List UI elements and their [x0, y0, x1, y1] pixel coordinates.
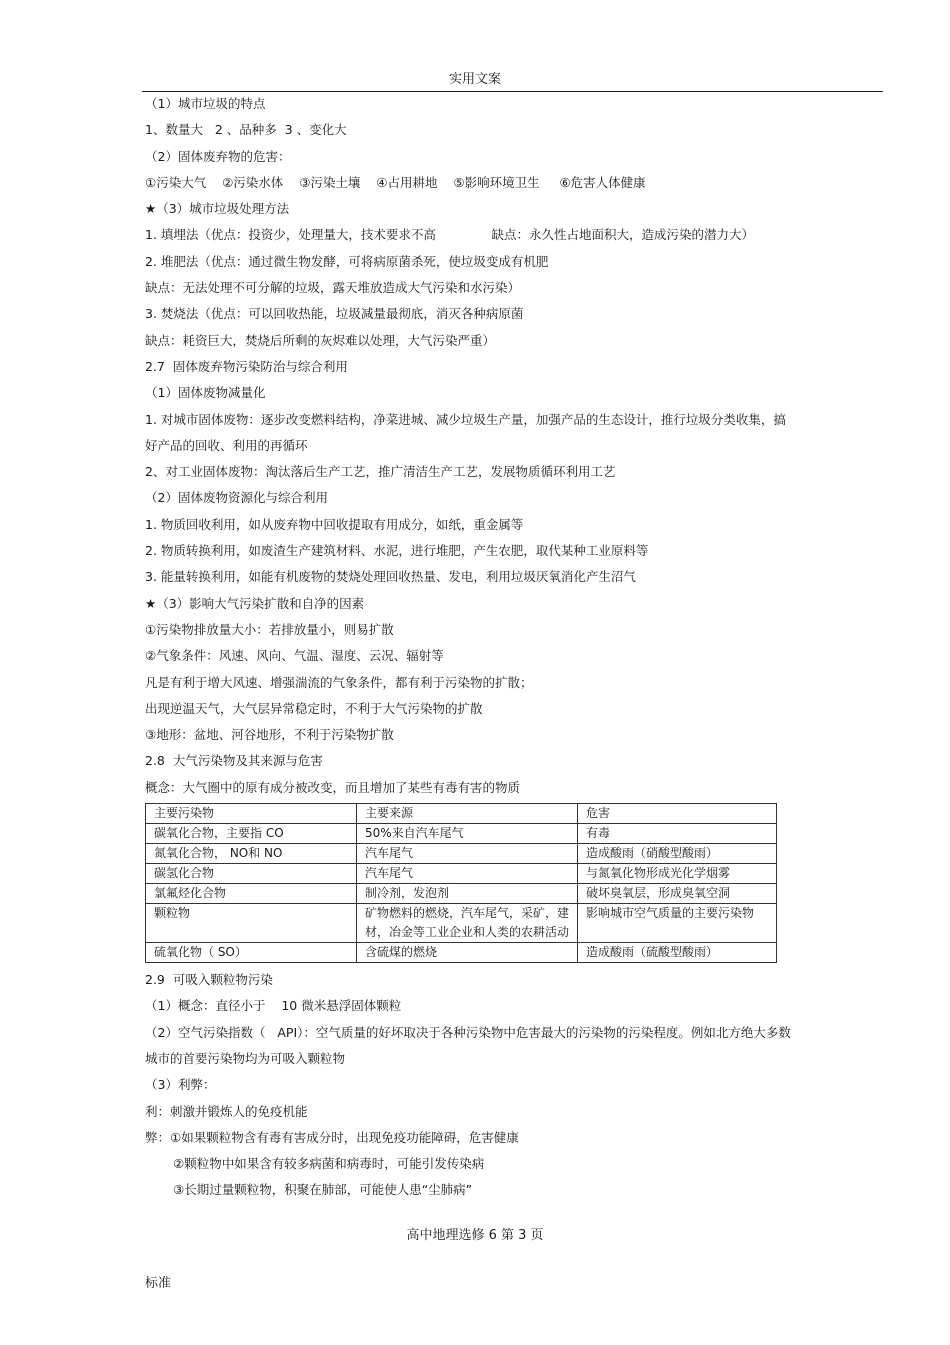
table-cell: 制冷剂，发泡剂: [357, 884, 578, 904]
text-line: 2.9 可吸入颗粒物污染: [145, 972, 273, 988]
table-row: [146, 904, 777, 943]
text-line: 2、对工业固体废物：淘汰落后生产工艺，推广清洁生产工艺，发展物质循环利用工艺: [145, 464, 616, 480]
table-cell: 50%来自汽车尾气: [357, 824, 578, 844]
table-cell: 造成酸雨（硝酸型酸雨）: [578, 844, 777, 864]
text-line: 缺点：耗资巨大，焚烧后所剩的灰烬难以处理，大气污染严重）: [145, 332, 496, 348]
text-line: 好产品的回收、利用的再循环: [145, 437, 308, 453]
text-line: ★（3）影响大气污染扩散和自净的因素: [145, 595, 365, 611]
table-cell: 汽车尾气: [357, 844, 578, 864]
table-cell: 氯氟烃化合物: [146, 884, 357, 904]
table-cell: 碳氧化合物，主要指 CO: [146, 824, 357, 844]
body-lines-before-table: [145, 91, 845, 801]
text-line: 概念：大气圈中的原有成分被改变，而且增加了某些有毒有害的物质: [145, 779, 521, 795]
text-line: 1. 对城市固体废物：逐步改变燃料结构，净菜进城、减少垃圾生产量，加强产品的生态设计，推行垃圾分类收集，搞: [145, 411, 786, 427]
table-cell: 含硫煤的燃烧: [357, 943, 578, 963]
text-line: 出现逆温天气，大气层异常稳定时，不利于大气污染物的扩散: [145, 700, 483, 716]
page-footer-number: 高中地理选修 6 第 3 页: [406, 1228, 544, 1243]
table-header-cell: 主要污染物: [146, 804, 357, 824]
text-line: ③地形：盆地、河谷地形，不利于污染物扩散: [145, 727, 394, 743]
table-cell: 氮氧化合物， NO和 NO: [146, 844, 357, 864]
text-line: 3. 焚烧法（优点：可以回收热能，垃圾减量最彻底，消灭各种病原菌: [145, 306, 524, 322]
text-line: 凡是有利于增大风速、增强湍流的气象条件，都有利于污染物的扩散；: [145, 674, 533, 690]
table-cell: 破坏臭氧层，形成臭氧空洞: [578, 884, 777, 904]
table-cell: 与氮氧化物形成光化学烟雾: [578, 864, 777, 884]
table-row: [146, 824, 777, 844]
text-line: ①污染物排放量大小：若排放量小，则易扩散: [145, 621, 394, 637]
table-cell: 矿物燃料的燃烧，汽车尾气，采矿，建材，冶金等工业企业和人类的农耕活动: [357, 904, 578, 943]
text-line: 3. 能量转换利用，如能有机废物的焚烧处理回收热量、发电，利用垃圾厌氧消化产生沼气: [145, 569, 636, 585]
table-row: [146, 884, 777, 904]
text-line: 利：刺激并锻炼人的免疫机能: [145, 1103, 308, 1119]
text-line: ②气象条件：风速、风向、气温、湿度、云况、辐射等: [145, 648, 444, 664]
text-line: 1、数量大 2 、品种多 3 、变化大: [145, 122, 347, 138]
table-cell: 有毒: [578, 824, 777, 844]
table-header-row: [146, 804, 777, 824]
text-line: ②颗粒物中如果含有较多病菌和病毒时，可能引发传染病: [173, 1156, 485, 1172]
text-line: 弊：①如果颗粒物含有毒有害成分时，出现免疫功能障碍，危害健康: [145, 1129, 519, 1145]
text-line: ①污染大气 ②污染水体 ③污染土壤 ④占用耕地 ⑤影响环境卫生 ⑥危害人体健康: [145, 174, 646, 190]
body-lines-after-table: [145, 967, 845, 1151]
text-line: 1. 物质回收利用，如从废弃物中回收提取有用成分，如纸，重金属等: [145, 516, 524, 532]
text-line: 2.7 固体废弃物污染防治与综合利用: [145, 358, 348, 374]
table-row: [146, 943, 777, 963]
table-header-cell: 主要来源: [357, 804, 578, 824]
text-line: 2. 物质转换利用，如废渣生产建筑材料、水泥，进行堆肥，产生农肥，取代某种工业原料等: [145, 543, 649, 559]
text-line: （2）固体废弃物的危害：: [145, 148, 291, 164]
text-line: 缺点：无法处理不可分解的垃圾，露天堆放造成大气污染和水污染）: [145, 280, 521, 296]
table-cell: 影响城市空气质量的主要污染物: [578, 904, 777, 943]
text-line: （1）概念：直径小于 10 微米悬浮固体颗粒: [145, 998, 402, 1014]
text-line: （1）固体废物减量化: [145, 385, 266, 401]
page-header-title: 实用文案: [448, 72, 501, 87]
body-indented-lines: [145, 1151, 845, 1204]
pollutant-table: [145, 803, 777, 963]
text-line: 城市的首要污染物均为可吸入颗粒物: [145, 1050, 346, 1066]
text-line: 2. 堆肥法（优点：通过微生物发酵，可将病原菌杀死，使垃圾变成有机肥: [145, 253, 549, 269]
page-footer-standard: 标准: [145, 1276, 172, 1291]
table-row: [146, 844, 777, 864]
text-line: （1）城市垃圾的特点: [145, 96, 266, 111]
table-cell: 硫氧化物（ SO）: [146, 943, 357, 963]
document-body: [145, 91, 845, 1204]
text-line: 2.8 大气污染物及其来源与危害: [145, 753, 323, 769]
table-cell: 碳氢化合物: [146, 864, 357, 884]
table-row: [146, 864, 777, 884]
text-line: ③长期过量颗粒物，积聚在肺部，可能使人患“尘肺病”: [173, 1182, 473, 1198]
text-line: （3）利弊：: [145, 1077, 216, 1093]
table-cell: 汽车尾气: [357, 864, 578, 884]
table-cell: 造成酸雨（硫酸型酸雨）: [578, 943, 777, 963]
text-line: （2）空气污染指数（ API）：空气质量的好坏取决于各种污染物中危害最大的污染物的污染程度。例如北方绝大多数: [145, 1024, 791, 1040]
text-line: ★（3）城市垃圾处理方法: [145, 201, 290, 217]
text-line: （2）固体废物资源化与综合利用: [145, 490, 328, 506]
table-cell: 颗粒物: [146, 904, 357, 943]
text-line: 1. 填埋法（优点：投资少，处理量大，技术要求不高 缺点：永久性占地面积大，造成污染的潜力大）: [145, 227, 755, 243]
table-header-cell: 危害: [578, 804, 777, 824]
